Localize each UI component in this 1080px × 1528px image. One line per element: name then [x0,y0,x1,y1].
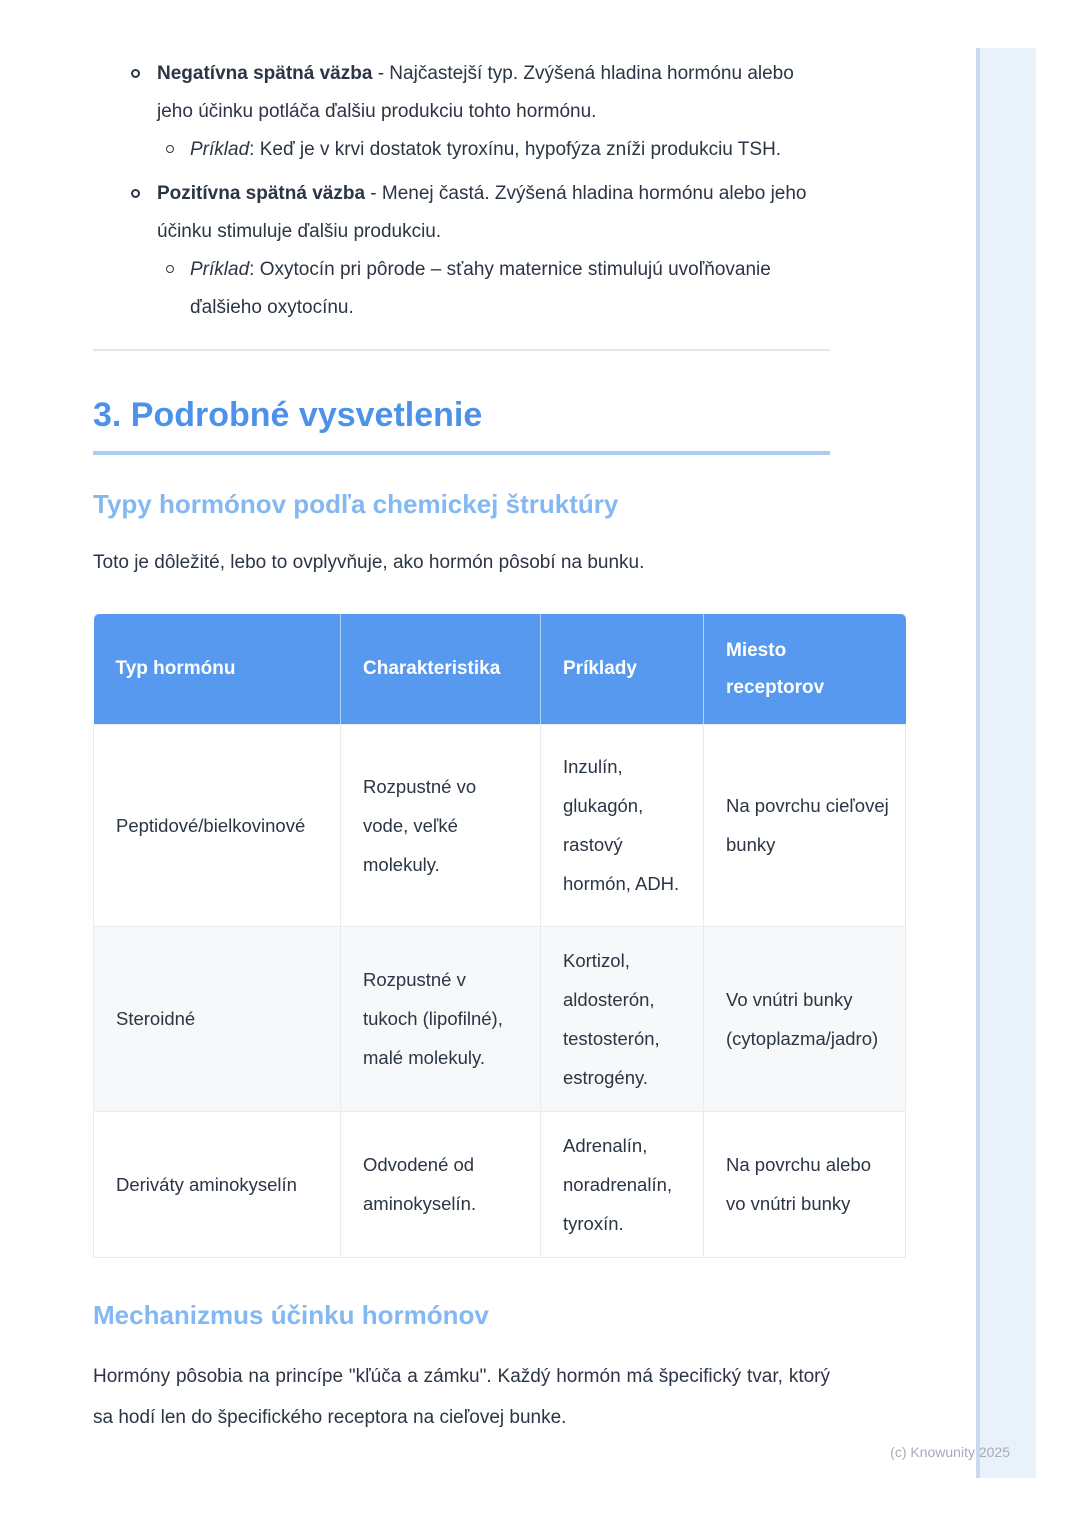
table-row [94,1111,906,1257]
example-text: : Keď je v krvi dostatok tyroxínu, hypofýza zníži produkciu TSH. [249,139,782,160]
table-cell: Steroidné [94,926,341,1111]
hormone-types-table [93,614,906,1258]
table-cell: Vo vnútri bunky (cytoplazma/jadro) [704,926,906,1111]
table-cell: Inzulín, glukagón, rastový hormón, ADH. [541,724,704,926]
bullet-icon [166,265,174,273]
subsection-title-types: Typy hormónov podľa chemickej štruktúry [93,489,619,519]
table-cell: Rozpustné v tukoch (lipofilné), malé molekuly. [341,926,541,1111]
table-cell: Na povrchu cieľovej bunky [704,724,906,926]
feedback-bullet-list [93,55,830,327]
column-header-typ-hormonu: Typ hormónu [94,614,341,724]
column-header-miesto-receptorov: Miesto receptorov [704,614,906,724]
example-label: Príklad [190,259,250,280]
section-title-underline [93,451,830,455]
table-cell: Odvodené od aminokyselín. [341,1111,541,1257]
table-cell: Kortizol, aldosterón, testosterón, estrogény. [541,926,704,1111]
bullet-icon [166,145,174,153]
table-row [94,926,906,1111]
table-row [94,724,906,926]
copyright-notice: (c) Knowunity 2025 [890,1444,1010,1460]
column-header-charakteristika: Charakteristika [341,614,541,724]
table-cell: Adrenalín, noradrenalín, tyroxín. [541,1111,704,1257]
bullet-icon [131,69,140,78]
list-item-text: - Najčastejší typ. Zvýšená hladina hormónu alebo jeho účinku potláča ďalšiu produkciu tohto hormónu. [157,63,794,122]
list-item-label: Pozitívna spätná väzba [157,183,366,204]
sub-list [157,251,830,327]
table-header-row [94,614,906,724]
table-cell: Deriváty aminokyselín [94,1111,341,1257]
bullet-icon [131,189,140,198]
table-cell: Peptidové/bielkovinové [94,724,341,926]
section-title: 3. Podrobné vysvetlenie [93,396,483,434]
subsection-title-mechanism: Mechanizmus účinku hormónov [93,1299,489,1330]
example-label: Príklad [190,139,250,160]
list-item [93,55,830,169]
table-cell: Na povrchu alebo vo vnútri bunky [704,1111,906,1257]
document-page [93,55,905,1438]
list-item-text: - Menej častá. Zvýšená hladina hormónu alebo jeho účinku stimuluje ďalšiu produkciu. [157,183,807,242]
sub-list [157,131,830,169]
table-cell: Rozpustné vo vode, veľké molekuly. [341,724,541,926]
list-item-label: Negatívna spätná väzba [157,63,373,84]
list-item [157,251,830,327]
section-divider [93,349,830,351]
intro-paragraph: Toto je dôležité, lebo to ovplyvňuje, ako hormón pôsobí na bunku. [93,552,645,573]
list-item [157,131,830,169]
column-header-priklady: Príklady [541,614,704,724]
next-page-edge [976,48,1036,1478]
list-item [93,175,830,327]
mechanism-paragraph: Hormóny pôsobia na princípe "kľúča a zámku". Každý hormón má špecifický tvar, ktorý sa hodí len do špecifického receptora na cieľovej bunke. [93,1365,830,1428]
example-text: : Oxytocín pri pôrode – sťahy maternice stimulujú uvoľňovanie ďalšieho oxytocínu. [190,259,771,318]
